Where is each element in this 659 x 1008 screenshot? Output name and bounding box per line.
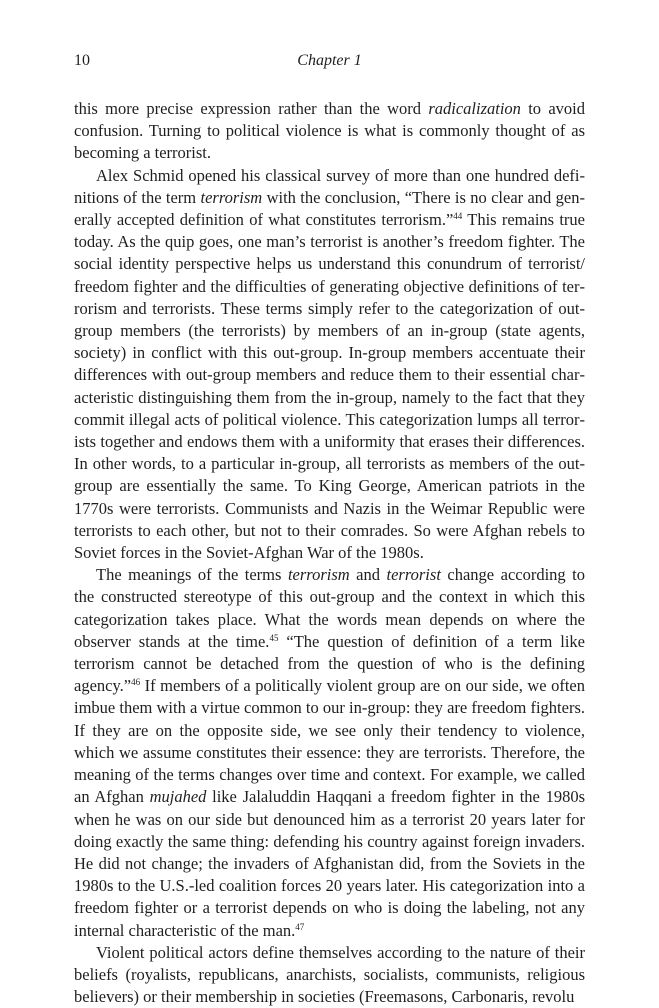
text-run: Violent political actors define themselves according to the nature of their beliefs (royalists, republicans, anarchists, socialists, communists, religious believers) or their membership in societies (Freemasons, Carbonaris, revolu	[74, 942, 585, 1007]
text-run: to avoid confusion. Turning to political violence is what is commonly thought of as becoming a terrorist.	[74, 99, 585, 163]
note-reference: 46	[131, 677, 141, 688]
italic-term: terrorist	[386, 565, 441, 585]
italic-term: terrorism	[200, 187, 263, 207]
text-run: If members of a politically violent group are on our side, we often imbue them with a virtue common to our in-group: they are freedom fighters. If they are on the opposite side, we see only their tendency to violence, which we assume constitutes their essence: they are terrorists. Therefore, the meaning of the terms changes over time and context. For example, we called an Afghan	[74, 676, 585, 807]
italic-term: radicalization	[428, 99, 521, 118]
note-reference: 44	[453, 211, 463, 222]
text-run: The meanings of the terms	[96, 565, 288, 585]
italic-term: mujahed	[149, 787, 207, 807]
paragraph	[74, 165, 585, 565]
page-header	[74, 52, 585, 76]
paragraph	[74, 942, 585, 1008]
paragraph	[74, 564, 585, 941]
text-run: like Jalaluddin Haqqani a freedom fighter in the 1980s when he was on our side but denounced him as a terrorist 20 years later for doing exactly the same thing: defending his country against foreign invaders. He did not change; the invaders of Afghanistan did, from the Soviets in the 1980s to the U.S.-led coalition forces 20 years later. His categorization into a freedom fighter or a terrorist depends on who is doing the labeling, not any internal characteristic of the man.	[74, 787, 585, 940]
running-head: Chapter 1	[297, 52, 362, 69]
paragraph	[74, 98, 585, 165]
body-text	[74, 98, 585, 1008]
text-run: and	[349, 565, 387, 585]
text-run: “The question of definition of a term like terrorism cannot be detached from the question of who is the defining agency.”	[74, 631, 585, 696]
note-reference: 45	[269, 632, 279, 643]
page-number: 10	[74, 52, 90, 69]
text-run: change according to the constructed stereotype of this out-group and the context in which this categorization takes place. What the words mean depends on where the observer stands at the time.	[74, 565, 586, 651]
text-run: this more precise expression rather than the word	[74, 99, 429, 118]
note-reference: 47	[295, 921, 305, 932]
text-run: with the conclusion, “There is no clear and generally accepted definition of what constitutes terrorism.”	[74, 187, 585, 230]
text-run: This remains true today. As the quip goes, one man’s terrorist is another’s freedom fighter. The social identity perspective helps us understand this conundrum of terrorist/​freedom fighter and the difficulties of generating objective definitions of terrorism and terrorists. These terms simply refer to the categorization of out-group members (the terrorists) by members of an in-group (state agents, society) in conflict with this out-group. In-group members accentuate their differences with out-group members and reduce them to their essential characteristic distinguishing them from the in-group, namely to the fact that they commit illegal acts of political violence. This categorization lumps all terrorists together and endows them with a uniformity that erases their differences. In other words, to a particular in-group, all terrorists as members of the out-group are essentially the same. To King George, American patriots in the 1770s were terrorists. Communists and Nazis in the Weimar Republic were terrorists to each other, but not to their comrades. So were Afghan rebels to Soviet forces in the Soviet-Afghan War of the 1980s.	[74, 210, 585, 563]
text-run: Alex Schmid opened his classical survey of more than one hundred definitions of the term	[74, 165, 585, 207]
italic-term: terrorism	[287, 565, 350, 585]
